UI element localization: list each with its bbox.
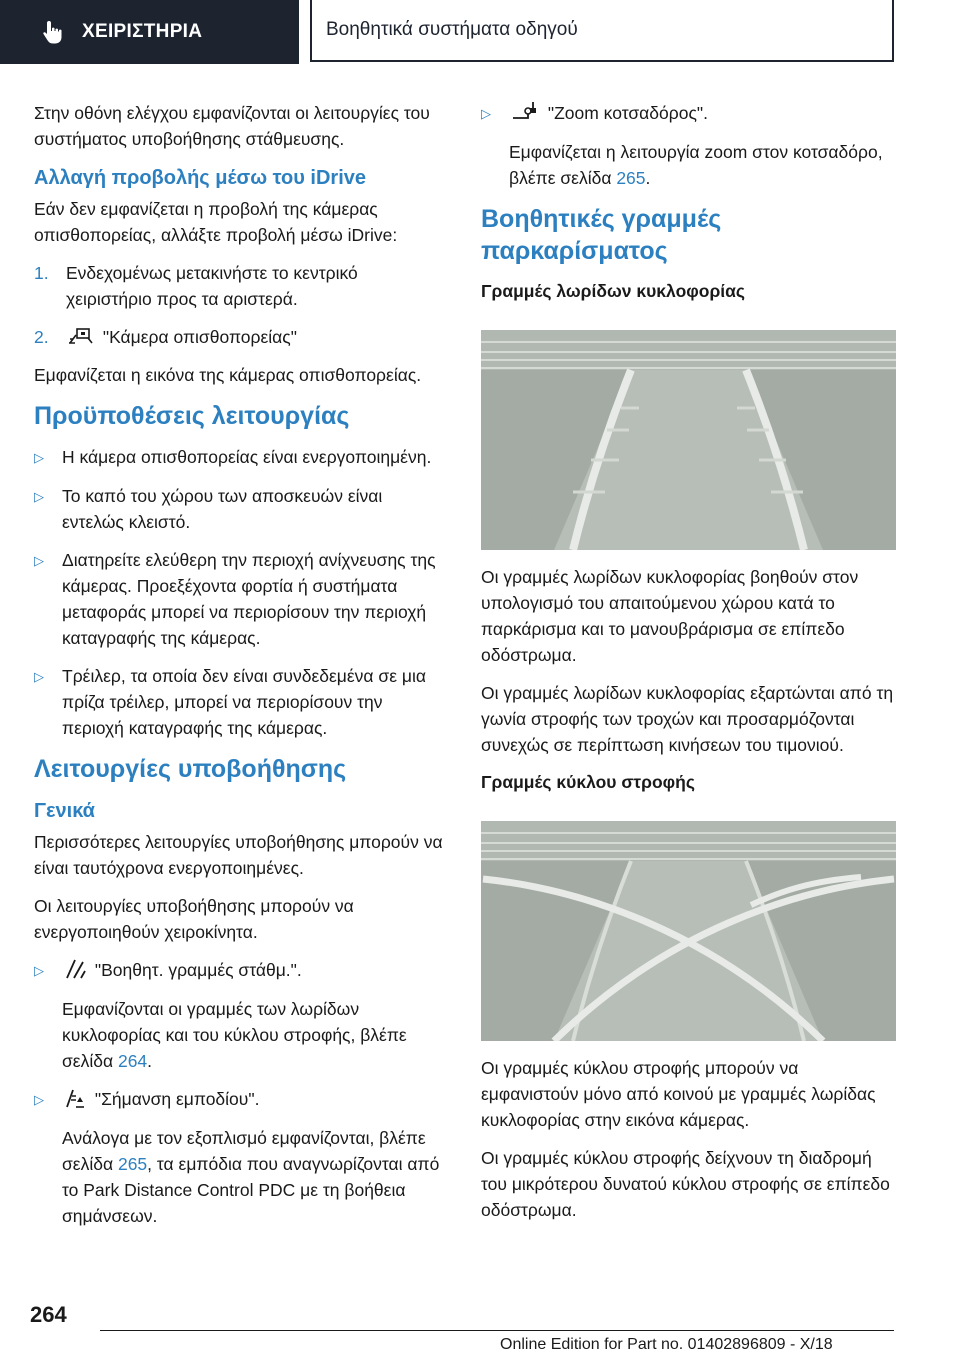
function-description-end: , τα εμπόδια που αναγνωρίζονται από το Park Distance Control PDC με τη βοήθεια σημάνσεων. — [62, 1154, 440, 1226]
list-item-text: Η κάμερα οπισθοπορείας είναι ενεργοποιημένη. — [62, 447, 432, 467]
lane-lines-figure — [481, 330, 896, 550]
footer-divider — [100, 1330, 894, 1331]
turn-paragraph-1: Οι γραμμές κύκλου στροφής μπορούν να εμφανιστούν μόνο από κοινού με γραμμές λωρίδας κυκλοφορίας στην εικόνα κάμερας. — [481, 1058, 876, 1130]
function-description-text: Ανάλογα με τον εξοπλισμό εμφανίζονται, βλέπε σελίδα — [62, 1128, 426, 1174]
function-item — [34, 1086, 446, 1113]
edition-label: Online Edition for Part no. 01402896809 - X/18 — [500, 1336, 833, 1353]
step-text: "Κάμερα οπισθοπορείας" — [102, 327, 297, 347]
function-item — [481, 100, 896, 127]
function-label: "Zoom κοτσαδόρος". — [547, 103, 708, 123]
general-paragraph-1: Περισσότερες λειτουργίες υποβοήθησης μπορούν να είναι ταυτόχρονα ενεργοποιημένες. — [34, 832, 443, 878]
function-label: "Σήμανση εμποδίου". — [94, 1089, 260, 1109]
list-item — [34, 483, 446, 535]
hand-pointer-icon — [40, 19, 66, 45]
function-description-end: . — [147, 1051, 153, 1071]
idrive-paragraph: Εάν δεν εμφανίζεται η προβολή της κάμερας οπισθοπορείας, αλλάξτε προβολή μέσω iDrive: — [34, 199, 398, 245]
page-header — [0, 0, 960, 66]
function-description-text: Εμφανίζεται η λειτουργία zoom στον κοτσαδόρο, βλέπε σελίδα — [509, 142, 883, 188]
general-paragraph-2: Οι λειτουργίες υποβοήθησης μπορούν να ενεργοποιηθούν χειροκίνητα. — [34, 896, 354, 942]
function-description — [509, 139, 896, 191]
hitch-zoom-icon — [511, 100, 539, 122]
bullet-triangle-icon: ▷ — [34, 489, 44, 504]
list-item-text: Τρέιλερ, τα οποία δεν είναι συνδεδεμένα σε μια πρίζα τρέιλερ, μπορεί να περιορίσουν την περιοχή καταγραφής της κάμερας. — [62, 666, 426, 738]
bullet-triangle-icon: ▷ — [34, 1092, 44, 1107]
turn-heading: Γραμμές κύκλου στροφής — [481, 772, 695, 792]
page-reference-link[interactable]: 265 — [117, 1154, 148, 1174]
lane-paragraph-1: Οι γραμμές λωρίδων κυκλοφορίας βοηθούν στον υπολογισμό του απαιτούμενου χώρου κατά το παρκάρισμα και το μανουβράρισμα σε επίπεδο οδόστρωμα. — [481, 567, 859, 665]
rear-camera-icon — [68, 326, 94, 346]
steps-result: Εμφανίζεται η εικόνα της κάμερας οπισθοπορείας. — [34, 365, 422, 385]
lane-heading: Γραμμές λωρίδων κυκλοφορίας — [481, 281, 746, 301]
page-number: 264 — [30, 1302, 67, 1327]
step-number: 2. — [34, 327, 49, 347]
page-reference-link[interactable]: 265 — [616, 168, 646, 188]
right-column — [481, 100, 896, 1235]
bullet-triangle-icon: ▷ — [34, 669, 44, 684]
prereq-heading: Προϋποθέσεις λειτουργίας — [34, 402, 350, 430]
list-item-text: Διατηρείτε ελεύθερη την περιοχή ανίχνευσης της κάμερας. Προεξέχοντα φορτία ή συστήματα μεταφοράς μπορεί να περιορίσουν την περιοχή καταγραφής της κάμερας. — [62, 550, 436, 648]
general-heading: Γενικά — [34, 800, 95, 822]
step-item — [34, 324, 446, 350]
manual-tab[interactable] — [0, 0, 299, 64]
list-item — [34, 444, 446, 471]
function-description — [62, 996, 446, 1074]
bullet-triangle-icon: ▷ — [34, 963, 44, 978]
list-item — [34, 663, 446, 741]
step-item — [34, 260, 446, 312]
list-item-text: Το καπό του χώρου των αποσκευών είναι εντελώς κλειστό. — [62, 486, 383, 532]
function-description — [62, 1125, 446, 1229]
function-description-text: Εμφανίζονται οι γραμμές των λωρίδων κυκλοφορίας και του κύκλου στροφής, βλέπε σελίδα — [62, 999, 407, 1071]
function-description-end: . — [645, 168, 651, 188]
obstacle-marking-icon — [64, 1088, 86, 1108]
page-reference-link[interactable]: 264 — [117, 1051, 148, 1071]
chapter-tab-label: Βοηθητικά συστήματα οδηγού — [326, 19, 578, 40]
lines-heading: Βοηθητικές γραμμές παρκαρίσματος — [481, 205, 722, 265]
manual-tab-label: ΧΕΙΡΙΣΤΗΡΙΑ — [82, 21, 203, 42]
lane-paragraph-2: Οι γραμμές λωρίδων κυκλοφορίας εξαρτώνται από τη γωνία στροφής των τροχών και προσαρμόζονται συνεχώς σε περίπτωση κινήσεων του τιμονιού. — [481, 683, 894, 755]
step-text: Ενδεχομένως μετακινήστε το κεντρικό χειριστήριο προς τα αριστερά. — [66, 263, 358, 309]
function-label: "Βοηθητ. γραμμές στάθμ.". — [94, 960, 302, 980]
turn-paragraph-2: Οι γραμμές κύκλου στροφής δείχνουν τη διαδρομή του μικρότερου δυνατού κύκλου στροφής σε επίπεδο οδόστρωμα. — [481, 1148, 890, 1220]
left-column — [34, 100, 446, 1241]
bullet-triangle-icon: ▷ — [34, 450, 44, 465]
chapter-tab[interactable] — [310, 0, 894, 62]
assist-heading: Λειτουργίες υποβοήθησης — [34, 755, 347, 783]
function-item — [34, 957, 446, 984]
turning-circle-figure — [481, 821, 896, 1041]
bullet-triangle-icon: ▷ — [481, 106, 491, 121]
idrive-heading: Αλλαγή προβολής μέσω του iDrive — [34, 167, 367, 189]
step-number: 1. — [34, 263, 49, 283]
parking-lines-icon — [64, 959, 86, 979]
list-item — [34, 547, 446, 651]
intro-paragraph: Στην οθόνη ελέγχου εμφανίζονται οι λειτουργίες του συστήματος υποβοήθησης στάθμευσης. — [34, 103, 430, 149]
bullet-triangle-icon: ▷ — [34, 553, 44, 568]
